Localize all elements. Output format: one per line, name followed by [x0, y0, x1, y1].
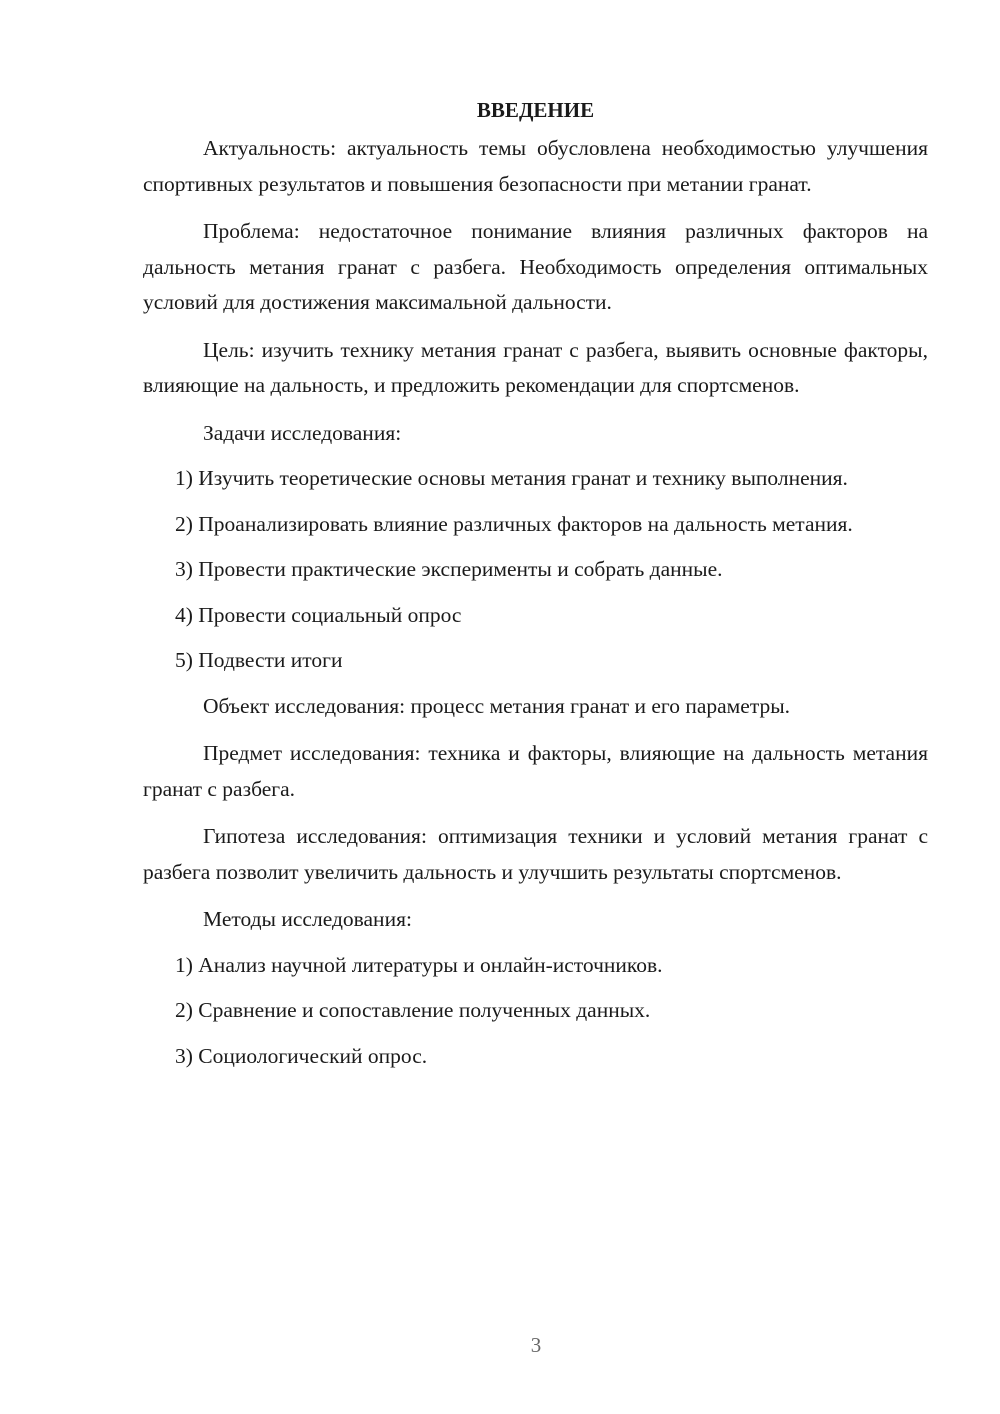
page-number: 3: [530, 1333, 542, 1357]
methods-heading: Методы исследования:: [203, 907, 412, 931]
method-item: 3) Социологический опрос.: [175, 1043, 428, 1068]
task-item: 3) Провести практические эксперименты и собрать данные.: [175, 557, 723, 581]
problem-paragraph: Проблема: недостаточное понимание влияния различных факторов на дальность метания гранат с разбега. Необходимость определения оптимальных условий для достижения максимальной дальности.: [143, 219, 928, 314]
task-item: 2) Проанализировать влияние различных факторов на дальность метания.: [175, 511, 853, 536]
method-item: 2) Сравнение и сопоставление полученных данных.: [175, 998, 651, 1022]
relevance-paragraph: Актуальность: актуальность темы обусловлена необходимостью улучшения спортивных результатов и повышения безопасности при метании гранат.: [143, 136, 928, 196]
hypothesis-paragraph: Гипотеза исследования: оптимизация техники и условий метания гранат с разбега позволит увеличить дальность и улучшить результаты спортсменов.: [143, 824, 928, 884]
subject-paragraph: Предмет исследования: техника и факторы, влияющие на дальность метания гранат с разбега.: [143, 741, 928, 801]
page-content: [143, 93, 928, 1074]
goal-paragraph: Цель: изучить технику метания гранат с разбега, выявить основные факторы, влияющие на дальность, и предложить рекомендации для спортсменов.: [143, 337, 928, 397]
section-title: ВВЕДЕНИЕ: [476, 98, 595, 122]
task-item: 4) Провести социальный опрос: [175, 602, 462, 627]
tasks-heading: Задачи исследования:: [203, 420, 402, 445]
object-paragraph: Объект исследования: процесс метания гранат и его параметры.: [203, 693, 791, 718]
method-item: 1) Анализ научной литературы и онлайн-источников.: [175, 952, 663, 977]
task-item: 5) Подвести итоги: [175, 648, 343, 672]
task-item: 1) Изучить теоретические основы метания гранат и технику выполнения.: [175, 466, 848, 490]
